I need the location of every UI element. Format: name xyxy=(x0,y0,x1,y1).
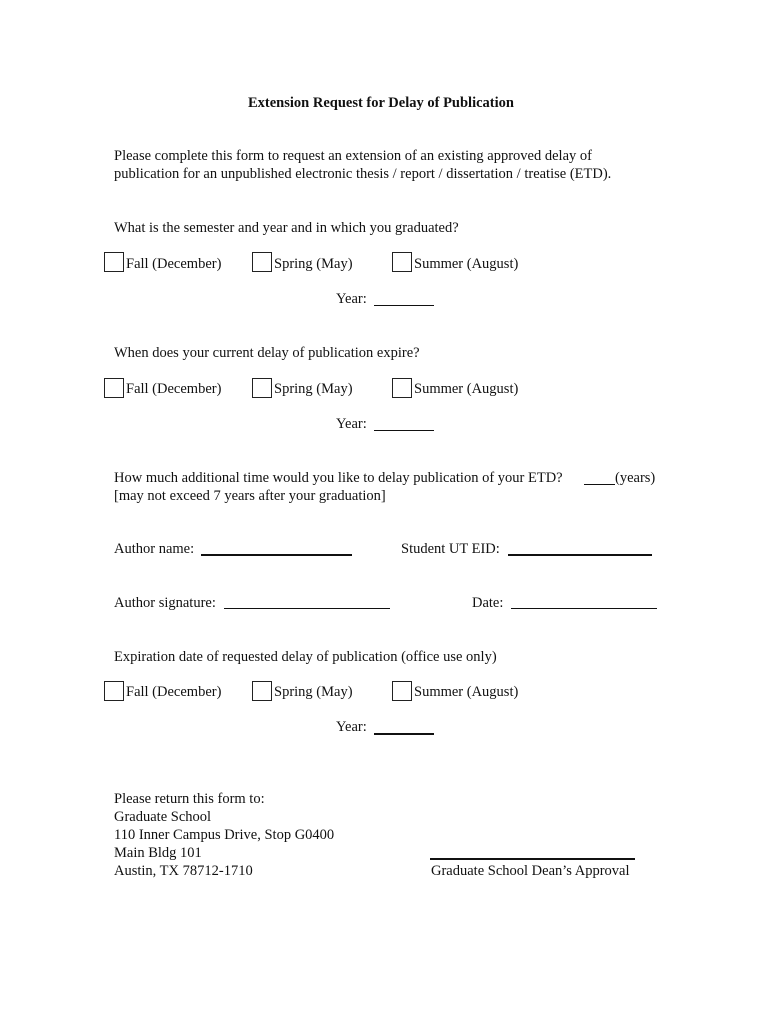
address-line: 110 Inner Campus Drive, Stop G0400 xyxy=(114,827,335,843)
year-label: Year: xyxy=(336,416,367,432)
return-heading: Please return this form to: xyxy=(114,791,265,807)
year-label: Year: xyxy=(336,291,367,307)
additional-time-question: How much additional time would you like to delay publication of your ETD? xyxy=(114,470,563,486)
years-suffix: (years) xyxy=(615,470,656,486)
dean-approval-signature-line[interactable] xyxy=(430,858,635,860)
spring-checkbox-expiration[interactable] xyxy=(252,681,272,701)
years-field[interactable] xyxy=(584,484,615,485)
student-eid-label: Student UT EID: xyxy=(401,541,500,557)
year-field-current[interactable] xyxy=(374,430,434,431)
summer-checkbox-graduated[interactable] xyxy=(392,252,412,272)
year-field-graduated[interactable] xyxy=(374,305,434,306)
graduation-question: What is the semester and year and in which you graduated? xyxy=(114,220,459,236)
author-name-label: Author name: xyxy=(114,541,195,557)
fall-checkbox-current[interactable] xyxy=(104,378,124,398)
fall-label: Fall (December) xyxy=(126,684,222,700)
intro-line-2: publication for an unpublished electronic thesis / report / dissertation / treatise (ETD). xyxy=(114,166,612,182)
summer-label: Summer (August) xyxy=(414,684,519,700)
author-signature-field[interactable] xyxy=(224,608,390,609)
author-name-field[interactable] xyxy=(201,554,352,556)
current-delay-question: When does your current delay of publication expire? xyxy=(114,345,420,361)
address-line: Austin, TX 78712-1710 xyxy=(114,863,253,879)
date-field[interactable] xyxy=(511,608,657,609)
page-title: Extension Request for Delay of Publication xyxy=(248,95,514,111)
date-label: Date: xyxy=(472,595,504,611)
summer-label: Summer (August) xyxy=(414,256,519,272)
fall-checkbox-graduated[interactable] xyxy=(104,252,124,272)
intro-line-1: Please complete this form to request an extension of an existing approved delay of xyxy=(114,148,592,164)
fall-label: Fall (December) xyxy=(126,381,222,397)
year-label: Year: xyxy=(336,719,367,735)
spring-label: Spring (May) xyxy=(274,381,353,397)
dean-approval-label: Graduate School Dean’s Approval xyxy=(431,863,630,879)
fall-checkbox-expiration[interactable] xyxy=(104,681,124,701)
year-field-expiration[interactable] xyxy=(374,733,434,735)
expiration-question: Expiration date of requested delay of publication (office use only) xyxy=(114,649,497,665)
spring-label: Spring (May) xyxy=(274,684,353,700)
summer-checkbox-expiration[interactable] xyxy=(392,681,412,701)
spring-checkbox-graduated[interactable] xyxy=(252,252,272,272)
spring-label: Spring (May) xyxy=(274,256,353,272)
summer-checkbox-current[interactable] xyxy=(392,378,412,398)
additional-time-note: [may not exceed 7 years after your graduation] xyxy=(114,488,386,504)
student-eid-field[interactable] xyxy=(508,554,652,556)
fall-label: Fall (December) xyxy=(126,256,222,272)
spring-checkbox-current[interactable] xyxy=(252,378,272,398)
summer-label: Summer (August) xyxy=(414,381,519,397)
address-line: Main Bldg 101 xyxy=(114,845,202,861)
author-signature-label: Author signature: xyxy=(114,595,216,611)
address-line: Graduate School xyxy=(114,809,212,825)
